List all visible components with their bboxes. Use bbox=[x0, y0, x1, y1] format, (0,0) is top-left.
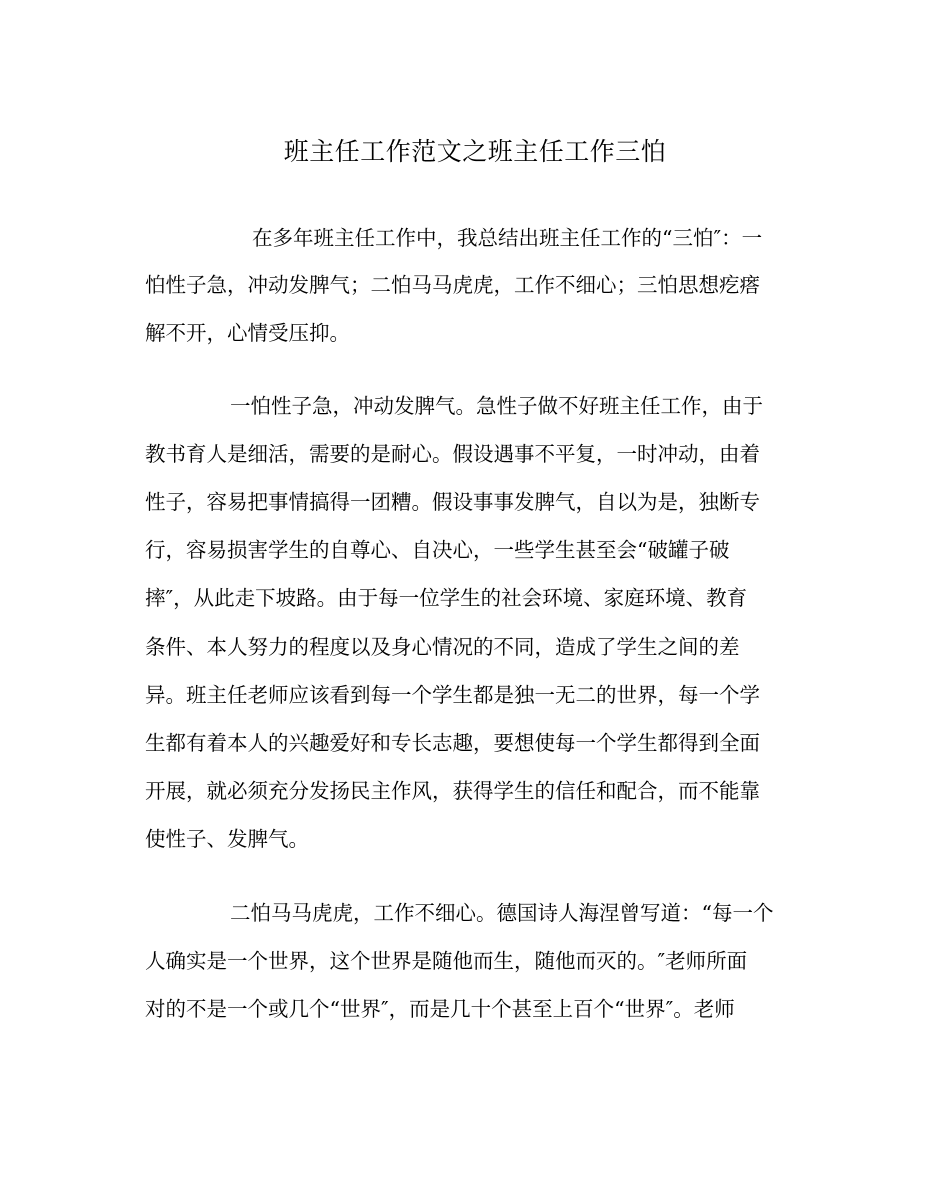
paragraph-2-line-1: 一怕性子急，冲动发脾气。急性子做不好班主任工作，由于 bbox=[230, 394, 763, 418]
paragraph-3-line-2: 人确实是一个世界，这个世界是随他而生，随他而灭的。″老师所面 bbox=[145, 949, 748, 973]
paragraph-2-line-10: 使性子、发脾气。 bbox=[145, 827, 309, 851]
paragraph-3-line-3: 对的不是一个或几个“世界″，而是几十个甚至上百个“世界″。老师 bbox=[145, 997, 735, 1021]
paragraph-2-line-6: 条件、本人努力的程度以及身心情况的不同，造成了学生之间的差 bbox=[145, 635, 740, 659]
paragraph-1-line-3: 解不开，心情受压抑。 bbox=[145, 321, 350, 345]
paragraph-2-line-3: 性子，容易把事情搞得一团糟。假设事事发脾气，自以为是，独断专 bbox=[145, 490, 760, 514]
paragraph-2-line-5: 摔″，从此走下坡路。由于每一位学生的社会环境、家庭环境、教育 bbox=[145, 586, 748, 610]
paragraph-2-line-7: 异。班主任老师应该看到每一个学生都是独一无二的世界，每一个学 bbox=[145, 683, 760, 707]
paragraph-1-line-1: 在多年班主任工作中，我总结出班主任工作的“三怕″：一 bbox=[252, 226, 763, 250]
paragraph-2-line-9: 开展，就必须充分发扬民主作风，获得学生的信任和配合，而不能靠 bbox=[145, 779, 760, 803]
paragraph-2-line-2: 教书育人是细活，需要的是耐心。假设遇事不平复，一时冲动，由着 bbox=[145, 442, 760, 466]
document-title: 班主任工作范文之班主任工作三怕 bbox=[283, 137, 667, 166]
paragraph-2-line-4: 行，容易损害学生的自尊心、自决心，一些学生甚至会“破罐子破 bbox=[145, 538, 730, 562]
paragraph-2-line-8: 生都有着本人的兴趣爱好和专长志趣，要想使每一个学生都得到全面 bbox=[145, 731, 760, 755]
paragraph-1-line-2: 怕性子急，冲动发脾气；二怕马马虎虎，工作不细心；三怕思想疙瘩 bbox=[145, 273, 760, 297]
paragraph-3-line-1: 二怕马马虎虎，工作不细心。德国诗人海涅曾写道：“每一个 bbox=[230, 901, 774, 925]
